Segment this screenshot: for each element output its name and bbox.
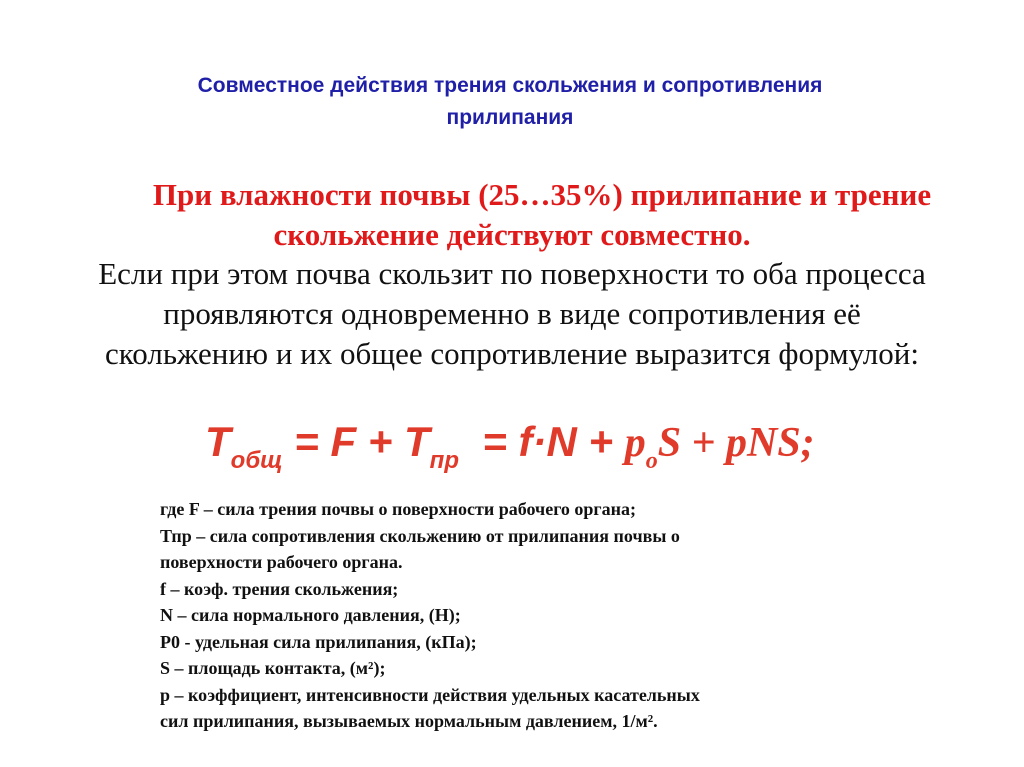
formula-sub-p0: o [645, 448, 658, 474]
formula-sub-adhesion: пр [429, 447, 459, 474]
body-line-2: проявляются одновременно в виде сопротивления её [163, 296, 861, 331]
slide-title [60, 70, 960, 134]
body-line-3: скольжению и их общее сопротивление выразится формулой: [105, 336, 919, 371]
formula-part-3: S + pNS; [657, 420, 815, 466]
definition-line: f – коэф. трения скольжения; [160, 578, 399, 599]
highlight-line-2: скольжение действуют совместно. [273, 217, 751, 252]
slide-title-line-2: прилипания [446, 106, 574, 129]
definition-line: сил прилипания, вызываемых нормальным давлением, 1/м². [160, 711, 658, 731]
formula-p0: p [624, 420, 646, 466]
formula-part-2: = f·N + [459, 418, 625, 465]
body-line-1: Если при этом почва скользит по поверхности то оба процесса [98, 256, 926, 291]
definition-line: Тпр – сила сопротивления скольжению от прилипания почвы о [160, 525, 680, 546]
body-paragraph [20, 254, 1004, 374]
formula-t-total: T [205, 418, 231, 465]
definition-line: P0 - удельная сила прилипания, (кПа); [160, 631, 477, 652]
friction-formula [205, 412, 815, 491]
definition-line: поверхности рабочего органа. [160, 552, 403, 572]
formula-part-1: = F + [282, 418, 405, 465]
formula-sub-total: общ [230, 447, 283, 474]
definition-line: где F – сила трения почвы о поверхности рабочего органа; [160, 499, 636, 519]
highlight-paragraph [20, 175, 1004, 255]
highlight-line-1: При влажности почвы (25…35%) прилипание и трение [152, 177, 932, 212]
formula-t-adhesion: T [404, 418, 430, 465]
slide-title-line-1: Совместное действия трения скольжения и сопротивления [197, 74, 823, 97]
definition-line: S – площадь контакта, (м²); [160, 658, 386, 678]
definitions-list [160, 496, 880, 735]
definition-line: N – сила нормального давления, (Н); [160, 605, 461, 625]
definition-line: p – коэффициент, интенсивности действия удельных касательных [160, 684, 700, 705]
